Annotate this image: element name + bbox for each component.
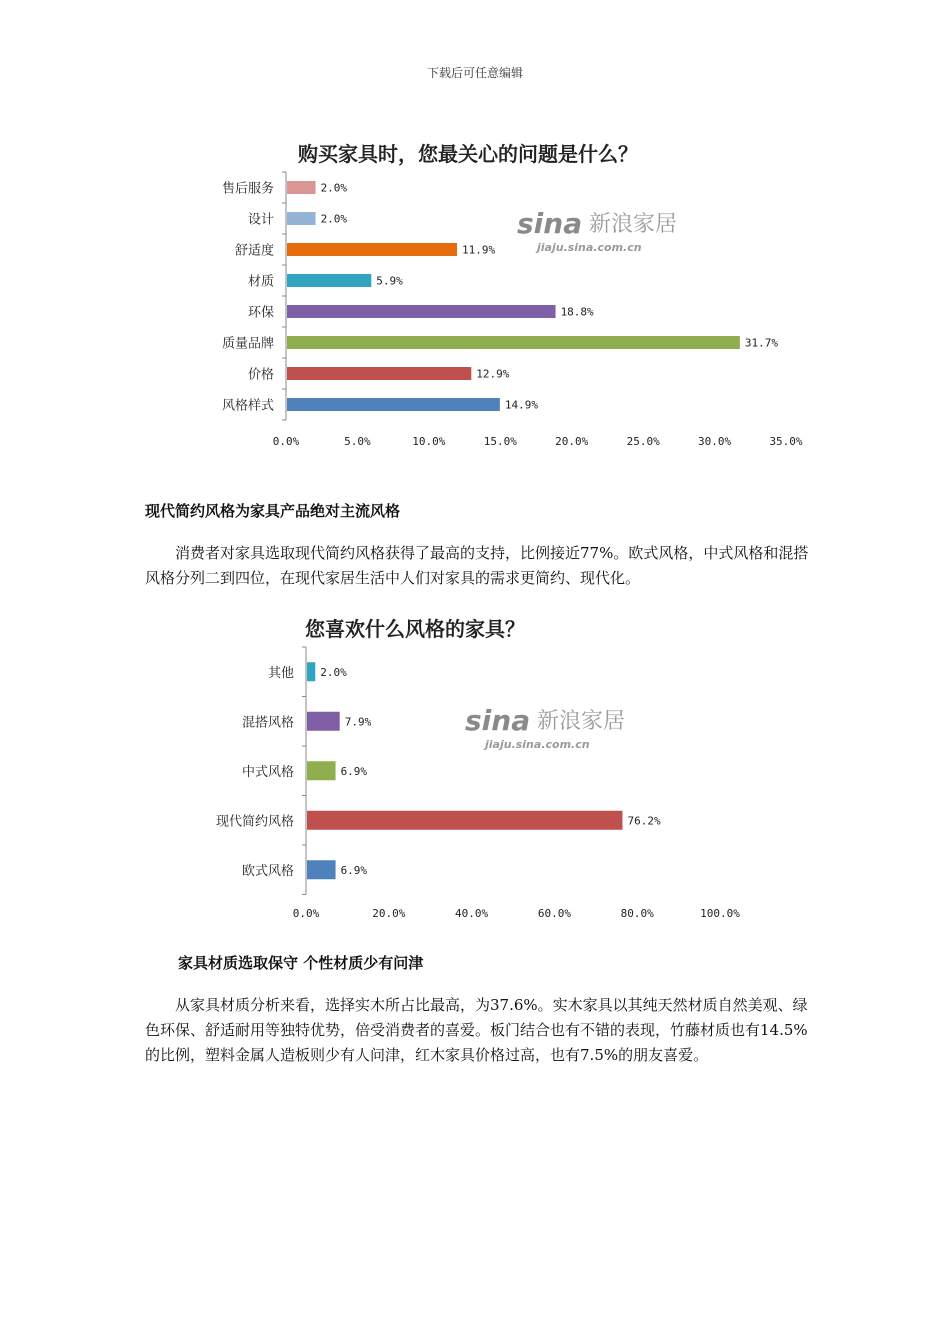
watermark-url: jiaju.sina.com.cn (537, 241, 642, 254)
x-tick-label: 40.0% (455, 907, 489, 920)
category-label: 材质 (247, 274, 274, 290)
category-label: 现代简约风格 (215, 814, 294, 830)
category-label: 售后服务 (221, 181, 274, 197)
watermark-name: 新浪家居 (537, 709, 626, 734)
data-label: 14.9% (504, 398, 538, 412)
watermark-url: jiaju.sina.com.cn (485, 738, 590, 751)
data-label: 11.9% (462, 243, 496, 257)
x-tick-label: 35.0% (769, 435, 803, 448)
x-tick-label: 15.0% (483, 435, 517, 448)
category-label: 中式风格 (241, 764, 294, 780)
chart-style-preference (200, 605, 760, 930)
category-label: 风格样式 (221, 398, 274, 414)
chart-furniture-concerns (200, 120, 803, 460)
data-label: 31.7% (744, 336, 778, 350)
x-tick-label: 30.0% (698, 435, 732, 448)
data-label: 6.9% (340, 863, 368, 877)
data-label: 7.9% (344, 715, 372, 729)
watermark-brand: sina (517, 207, 583, 240)
bar (287, 212, 316, 225)
bar-chart-svg (200, 120, 803, 460)
bar (287, 274, 371, 287)
x-tick-label: 0.0% (292, 907, 320, 920)
category-label: 其他 (267, 665, 294, 681)
bar (287, 243, 457, 256)
bar (287, 336, 740, 349)
category-label: 环保 (247, 305, 274, 321)
bar (287, 305, 556, 318)
category-label: 混搭风格 (241, 715, 294, 731)
x-tick-label: 80.0% (620, 907, 654, 920)
data-label: 2.0% (320, 212, 348, 226)
x-tick-label: 60.0% (537, 907, 571, 920)
category-label: 舒适度 (234, 243, 274, 259)
bar (307, 712, 340, 731)
section-heading: 现代简约风格为家具产品绝对主流风格 (145, 502, 401, 520)
data-label: 76.2% (627, 814, 661, 828)
section-heading: 家具材质选取保守 个性材质少有问津 (178, 954, 424, 972)
x-tick-label: 10.0% (412, 435, 446, 448)
x-tick-label: 0.0% (272, 435, 300, 448)
bar-chart-svg (200, 605, 760, 930)
chart-title: 购买家具时，您最关心的问题是什么？ (298, 142, 638, 166)
bar (307, 811, 622, 830)
section-paragraph: 从家具材质分析来看，选择实木所占比最高，为37.6%。实木家具以其纯天然材质自然美观、绿色环保、舒适耐用等独特优势，倍受消费者的喜爱。板门结合也有不错的表现，竹藤材质也有14.5%的比例，塑料金属人造板则少有人问津，红木家具价格过高，也有7.5%的朋友喜爱。 (145, 996, 808, 1064)
bar (307, 662, 315, 681)
data-label: 6.9% (340, 764, 368, 778)
watermark-brand: sina (465, 704, 531, 737)
bar (287, 398, 500, 411)
section-paragraph: 消费者对家具选取现代简约风格获得了最高的支持，比例接近77%。欧式风格，中式风格和混搭风格分列二到四位，在现代家居生活中人们对家具的需求更简约、现代化。 (145, 544, 809, 587)
x-tick-label: 20.0% (372, 907, 406, 920)
chart-title: 您喜欢什么风格的家具？ (305, 617, 525, 641)
bar (307, 860, 336, 879)
x-tick-label: 25.0% (626, 435, 660, 448)
category-label: 设计 (247, 212, 274, 228)
page-header: 下载后可任意编辑 (426, 66, 523, 80)
category-label: 质量品牌 (221, 336, 274, 352)
x-tick-label: 5.0% (344, 435, 371, 448)
category-label: 价格 (247, 367, 274, 383)
data-label: 2.0% (320, 181, 348, 195)
bar (307, 761, 336, 780)
data-label: 12.9% (476, 367, 510, 381)
category-label: 欧式风格 (241, 863, 294, 879)
watermark-name: 新浪家居 (589, 212, 678, 237)
x-tick-label: 20.0% (555, 435, 589, 448)
bar (287, 367, 471, 380)
x-tick-label: 100.0% (700, 907, 740, 920)
data-label: 2.0% (320, 665, 347, 679)
data-label: 5.9% (376, 274, 403, 288)
data-label: 18.8% (560, 305, 594, 319)
bar (287, 181, 316, 194)
